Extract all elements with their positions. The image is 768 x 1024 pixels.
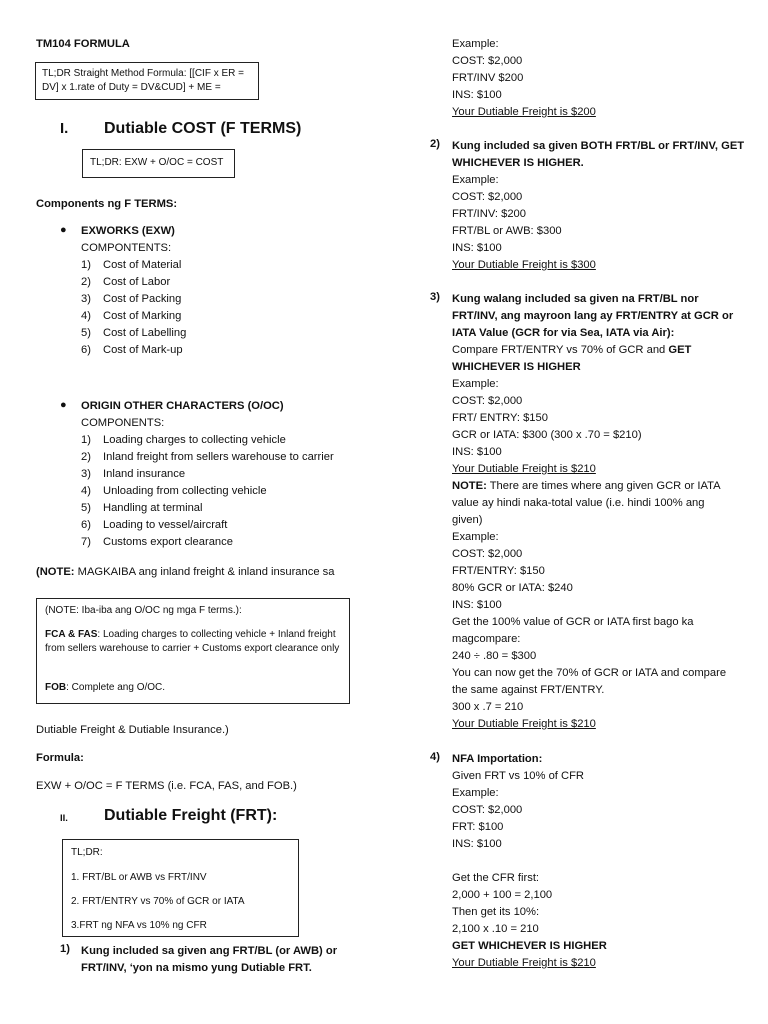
exworks-title: EXWORKS (EXW) — [81, 225, 175, 237]
exworks-list — [81, 257, 186, 359]
example-line: 80% GCR or IATA: $240 — [452, 582, 573, 594]
list-item: 1) Cost of Material — [81, 259, 182, 271]
example-line: COST: $2,000 — [452, 191, 523, 203]
exworks-sub: COMPONTENTS: — [81, 242, 172, 254]
example-line: FRT/ENTRY: $150 — [452, 565, 545, 577]
rule-3-line: Kung walang included sa given na FRT/BL nor — [452, 293, 699, 305]
rule-3-compare-2: WHICHEVER IS HIGHER — [452, 361, 581, 373]
example-line: Example: — [452, 531, 499, 543]
note-box-line-1: (NOTE: Iba-iba ang O/OC ng mga F terms.): — [45, 605, 242, 616]
note-line: (NOTE: MAGKAIBA ang inland freight & inland insurance sa — [36, 566, 335, 578]
rule-1-number: 1) — [60, 943, 70, 955]
list-item: 4) Cost of Marking — [81, 310, 182, 322]
rule-1-line-1: Kung included sa given ang FRT/BL (or AWB) or — [81, 945, 338, 957]
example-line: COST: $2,000 — [452, 548, 523, 560]
section-2-tldr-item: 3.FRT ng NFA vs 10% ng CFR — [71, 920, 207, 931]
rule-2 — [452, 138, 744, 274]
section-1-tldr: TL;DR: EXW + O/OC = COST — [90, 157, 224, 168]
example-line: Example: — [452, 787, 499, 799]
example-line: FRT: $100 — [452, 821, 504, 833]
document-title: TM104 FORMULA — [36, 38, 130, 50]
example-line: COST: $2,000 — [452, 804, 523, 816]
example-line: You can now get the 70% of GCR or IATA and compare — [452, 667, 727, 679]
example-line: Example: — [452, 378, 499, 390]
example-line: FRT/INV: $200 — [452, 208, 526, 220]
rule-3-number: 3) — [430, 291, 440, 303]
straight-method-line-2: DV] x 1.rate of Duty = DV&CUD] + ME = — [42, 82, 221, 93]
example-line: Get the 100% value of GCR or IATA first bago ka — [452, 616, 694, 628]
get-higher: GET WHICHEVER IS HIGHER — [452, 940, 607, 952]
example-line: COST: $2,000 — [452, 395, 523, 407]
example-line: GCR or IATA: $300 (300 x .70 = $210) — [452, 429, 642, 441]
straight-method-line-1: TL;DR Straight Method Formula: [[CIF x ER = — [42, 68, 245, 79]
rule-2-line: Kung included sa given BOTH FRT/BL or FRT/INV, GET — [452, 140, 745, 152]
calc-line: 2,000 + 100 = 2,100 — [452, 889, 553, 901]
example-line: 300 x .7 = 210 — [452, 701, 524, 713]
note-paragraph: NOTE: There are times where ang given GCR or IATA — [452, 480, 721, 492]
section-2-number: II. — [60, 813, 68, 824]
formula-label: Formula: — [36, 752, 84, 764]
rule-1-line-2: FRT/INV, ‘yon na mismo yung Dutiable FRT. — [81, 962, 312, 974]
calc-line: Get the CFR first: — [452, 872, 540, 884]
section-2-tldr-item: 2. FRT/ENTRY vs 70% of GCR or IATA — [71, 896, 245, 907]
example-line: FRT/INV $200 — [452, 72, 524, 84]
list-item: 5) Cost of Labelling — [81, 327, 187, 339]
list-item: 2) Inland freight from sellers warehouse to carrier — [81, 451, 334, 463]
example-line: INS: $100 — [452, 89, 502, 101]
rule-2-number: 2) — [430, 138, 440, 150]
note-box-fca: FCA & FAS: Loading charges to collecting vehicle + Inland freight from sellers warehouse to carrier + Customs export clearance only — [45, 629, 340, 654]
example-line: COST: $2,000 — [452, 55, 523, 67]
section-1-tldr-box — [82, 149, 235, 178]
example-line: INS: $100 — [452, 242, 502, 254]
example-line: INS: $100 — [452, 599, 502, 611]
formula-text: EXW + O/OC = F TERMS (i.e. FCA, FAS, and FOB.) — [36, 780, 297, 792]
list-item: 7) Customs export clearance — [81, 536, 233, 548]
example-line: INS: $100 — [452, 446, 502, 458]
example-line: Example: — [452, 174, 499, 186]
rule-3 — [452, 291, 733, 733]
example-result: Your Dutiable Freight is $210 — [452, 718, 596, 730]
example-result: Your Dutiable Freight is $210 — [452, 957, 596, 969]
list-item: 3) Inland insurance — [81, 468, 186, 480]
example-line: Example: — [452, 38, 499, 50]
note-box-fob: FOB: Complete ang O/OC. — [45, 682, 166, 693]
ooc-sub: COMPONENTS: — [81, 417, 165, 429]
example-line: INS: $100 — [452, 838, 502, 850]
example-line: magcompare: — [452, 633, 521, 645]
bullet-icon: ● — [60, 224, 67, 236]
list-item: 5) Handling at terminal — [81, 502, 203, 514]
list-item: 6) Cost of Mark-up — [81, 344, 183, 356]
list-item: 3) Cost of Packing — [81, 293, 182, 305]
bullet-icon: ● — [60, 399, 67, 411]
list-item: 1) Loading charges to collecting vehicle — [81, 434, 286, 446]
example-result: Your Dutiable Freight is $200 — [452, 106, 596, 118]
calc-line: Then get its 10%: — [452, 906, 540, 918]
list-item: 6) Loading to vessel/aircraft — [81, 519, 228, 531]
section-2-tldr-item: 1. FRT/BL or AWB vs FRT/INV — [71, 872, 207, 883]
rule-3-compare: Compare FRT/ENTRY vs 70% of GCR and GET — [452, 344, 692, 356]
example-1 — [452, 36, 596, 121]
rule-3-line: IATA Value (GCR for via Sea, IATA via Air): — [452, 327, 675, 339]
section-1-number: I. — [60, 120, 69, 137]
example-line: FRT/ ENTRY: $150 — [452, 412, 548, 424]
example-result: Your Dutiable Freight is $300 — [452, 259, 596, 271]
ooc-list — [81, 432, 334, 551]
section-2-title: Dutiable Freight (FRT): — [104, 807, 278, 824]
straight-method-box — [35, 62, 259, 100]
calc-line: 2,100 x .10 = 210 — [452, 923, 539, 935]
rule-4-number: 4) — [430, 751, 440, 763]
spacer — [452, 853, 607, 870]
rule-4 — [452, 751, 607, 972]
example-line: Given FRT vs 10% of CFR — [452, 770, 585, 782]
example-result: Your Dutiable Freight is $210 — [452, 463, 596, 475]
rule-2-line: WHICHEVER IS HIGHER. — [452, 157, 584, 169]
section-1-title: Dutiable COST (F TERMS) — [104, 120, 302, 137]
note-paragraph-line: value ay hindi naka-total value (i.e. hindi 100% ang — [452, 497, 705, 509]
dutiable-line: Dutiable Freight & Dutiable Insurance.) — [36, 724, 229, 736]
rule-4-title: NFA Importation: — [452, 753, 543, 765]
section-2-tldr-title: TL;DR: — [71, 847, 103, 858]
example-line: 240 ÷ .80 = $300 — [452, 650, 537, 662]
rule-3-line: FRT/INV, ang mayroon lang ay FRT/ENTRY at GCR or — [452, 310, 734, 322]
note-box — [36, 598, 350, 704]
example-line: FRT/BL or AWB: $300 — [452, 225, 562, 237]
note-paragraph-line: given) — [452, 514, 483, 526]
list-item: 2) Cost of Labor — [81, 276, 171, 288]
section-2-tldr-box — [62, 839, 299, 937]
ooc-title: ORIGIN OTHER CHARACTERS (O/OC) — [81, 400, 284, 412]
components-heading: Components ng F TERMS: — [36, 198, 178, 210]
example-line: the same against FRT/ENTRY. — [452, 684, 605, 696]
list-item: 4) Unloading from collecting vehicle — [81, 485, 267, 497]
